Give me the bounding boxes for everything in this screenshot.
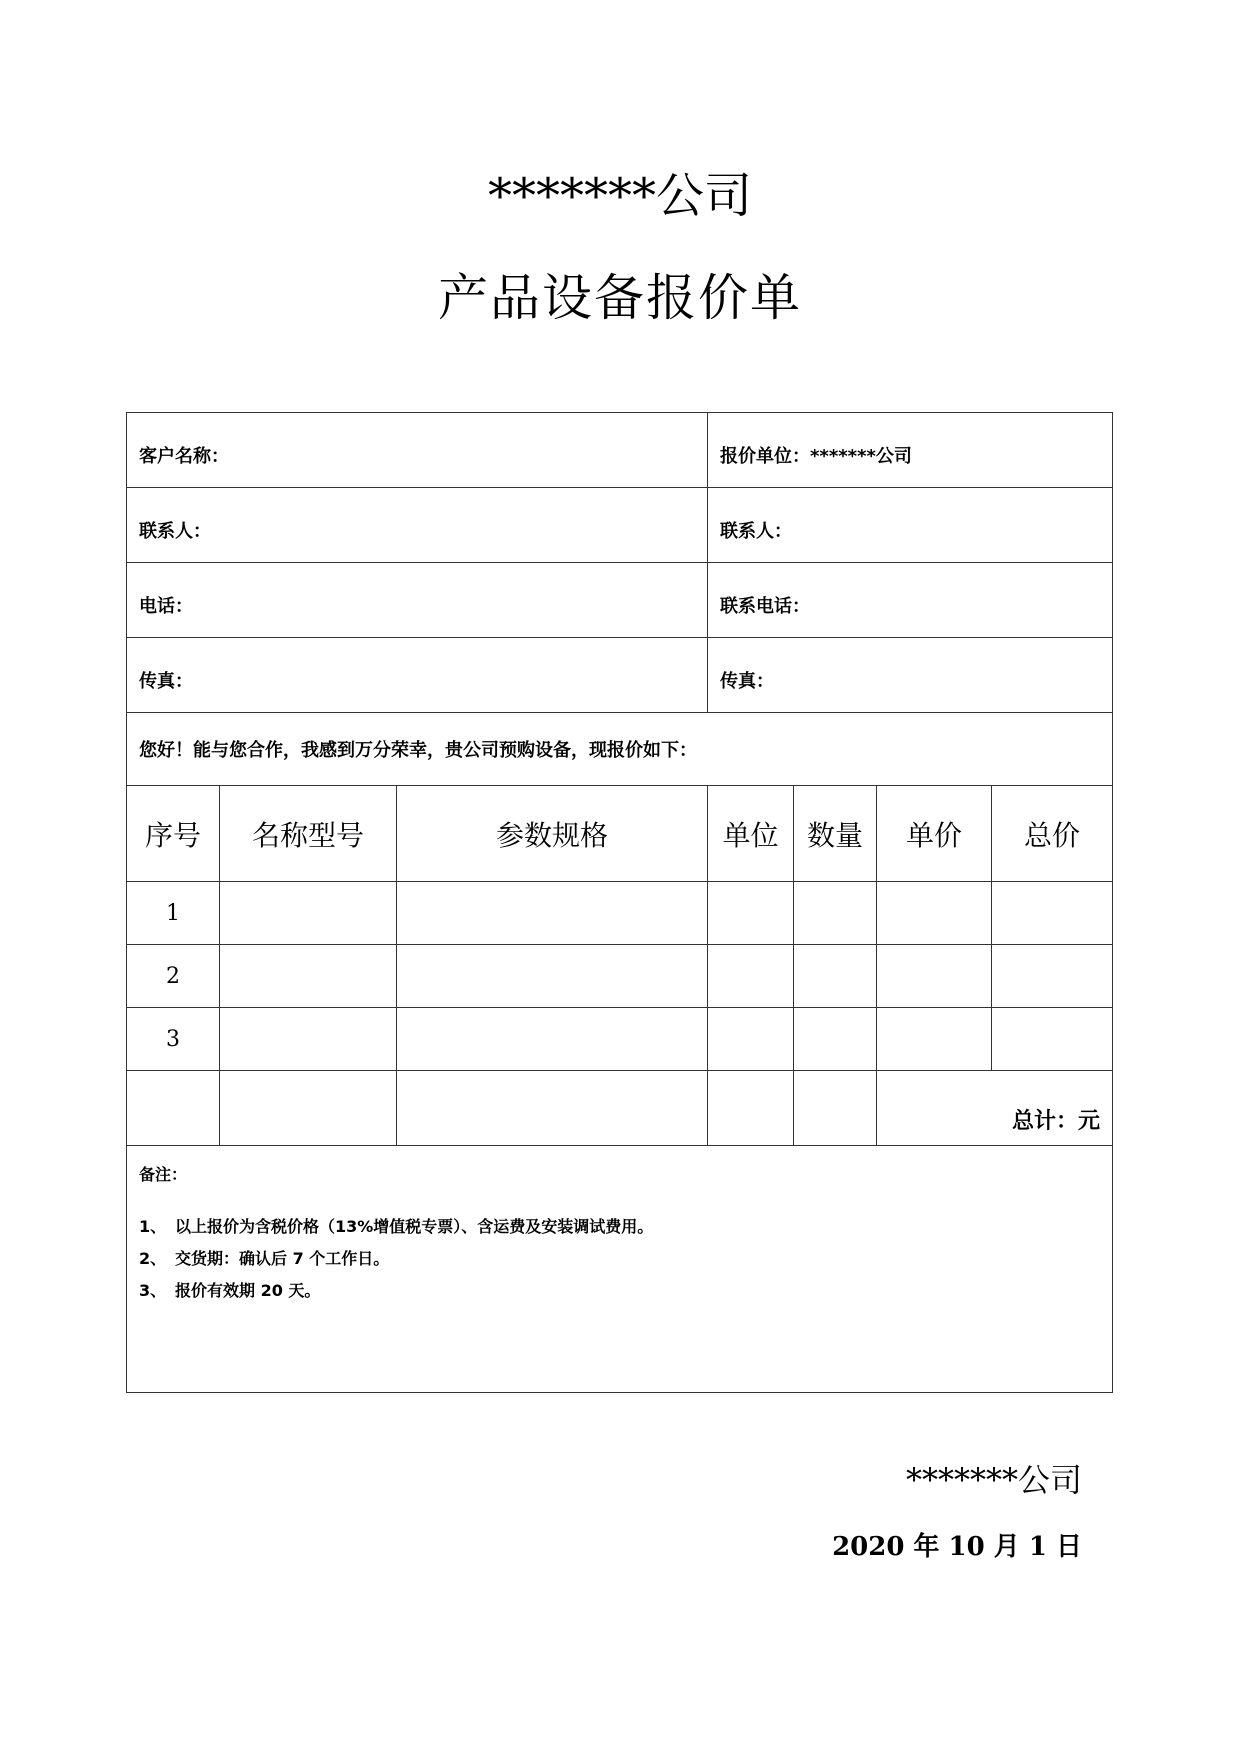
spec-cell[interactable] [397,1008,708,1071]
total-row [127,1071,1113,1146]
unit-price-cell[interactable] [877,1008,992,1071]
remarks-row [127,1146,1113,1393]
model-cell[interactable] [220,1008,397,1071]
model-cell[interactable] [220,945,397,1008]
document-title: 产品设备报价单 [438,269,802,327]
row-index: 3 [127,1008,220,1071]
remarks-title: 备注： [139,1165,188,1184]
remark-text: 交货期：确认后 7 个工作日。 [175,1249,390,1268]
unit-price-cell[interactable] [877,882,992,945]
empty-cell [397,1071,708,1146]
signature-company: *******公司 [905,1461,1082,1499]
model-cell[interactable] [220,882,397,945]
quotation-table [126,412,1113,1393]
remark-number: 3、 [139,1281,167,1300]
column-header-unit: 单位 [708,786,794,882]
greeting-text: 您好！能与您合作，我感到万分荣幸，贵公司预购设备，现报价如下： [127,713,1113,786]
customer-contact-field[interactable]: 联系人： [127,488,708,563]
quantity-cell[interactable] [794,945,877,1008]
column-header-index: 序号 [127,786,220,882]
unit-cell[interactable] [708,882,794,945]
column-header-unit-price: 单价 [877,786,992,882]
empty-cell [127,1071,220,1146]
customer-phone-field[interactable]: 电话： [127,563,708,638]
quantity-cell[interactable] [794,882,877,945]
info-row-phone [127,563,1113,638]
quoting-unit-field: 报价单位：*******公司 [708,413,1113,488]
customer-fax-field[interactable]: 传真： [127,638,708,713]
total-price-cell[interactable] [992,882,1113,945]
remarks-section [127,1146,1113,1393]
empty-cell [794,1071,877,1146]
company-title: *******公司 [487,168,752,224]
remark-number: 2、 [139,1249,167,1268]
column-header-quantity: 数量 [794,786,877,882]
table-row [127,882,1113,945]
remark-text: 报价有效期 20 天。 [175,1281,321,1300]
total-price-cell[interactable] [992,1008,1113,1071]
info-row-customer [127,413,1113,488]
unit-cell[interactable] [708,1008,794,1071]
spec-cell[interactable] [397,882,708,945]
table-row [127,945,1113,1008]
total-price-cell[interactable] [992,945,1113,1008]
supplier-fax-field[interactable]: 传真： [708,638,1113,713]
column-header-spec: 参数规格 [397,786,708,882]
spec-cell[interactable] [397,945,708,1008]
table-row [127,1008,1113,1071]
row-index: 1 [127,882,220,945]
remark-item [139,1243,1100,1275]
row-index: 2 [127,945,220,1008]
empty-cell [220,1071,397,1146]
signature-date: 2020 年 10 月 1 日 [832,1532,1082,1562]
column-header-row [127,786,1113,882]
remark-number: 1、 [139,1217,167,1236]
grand-total[interactable]: 总计：元 [877,1071,1113,1146]
info-row-contact [127,488,1113,563]
greeting-row [127,713,1113,786]
info-row-fax [127,638,1113,713]
remark-item [139,1211,1100,1243]
supplier-contact-field[interactable]: 联系人： [708,488,1113,563]
customer-name-field[interactable]: 客户名称： [127,413,708,488]
quantity-cell[interactable] [794,1008,877,1071]
column-header-total-price: 总价 [992,786,1113,882]
remark-text: 以上报价为含税价格（13%增值税专票）、含运费及安装调试费用。 [175,1217,654,1236]
unit-price-cell[interactable] [877,945,992,1008]
supplier-phone-field[interactable]: 联系电话： [708,563,1113,638]
column-header-model: 名称型号 [220,786,397,882]
unit-cell[interactable] [708,945,794,1008]
empty-cell [708,1071,794,1146]
remark-item [139,1275,1100,1307]
